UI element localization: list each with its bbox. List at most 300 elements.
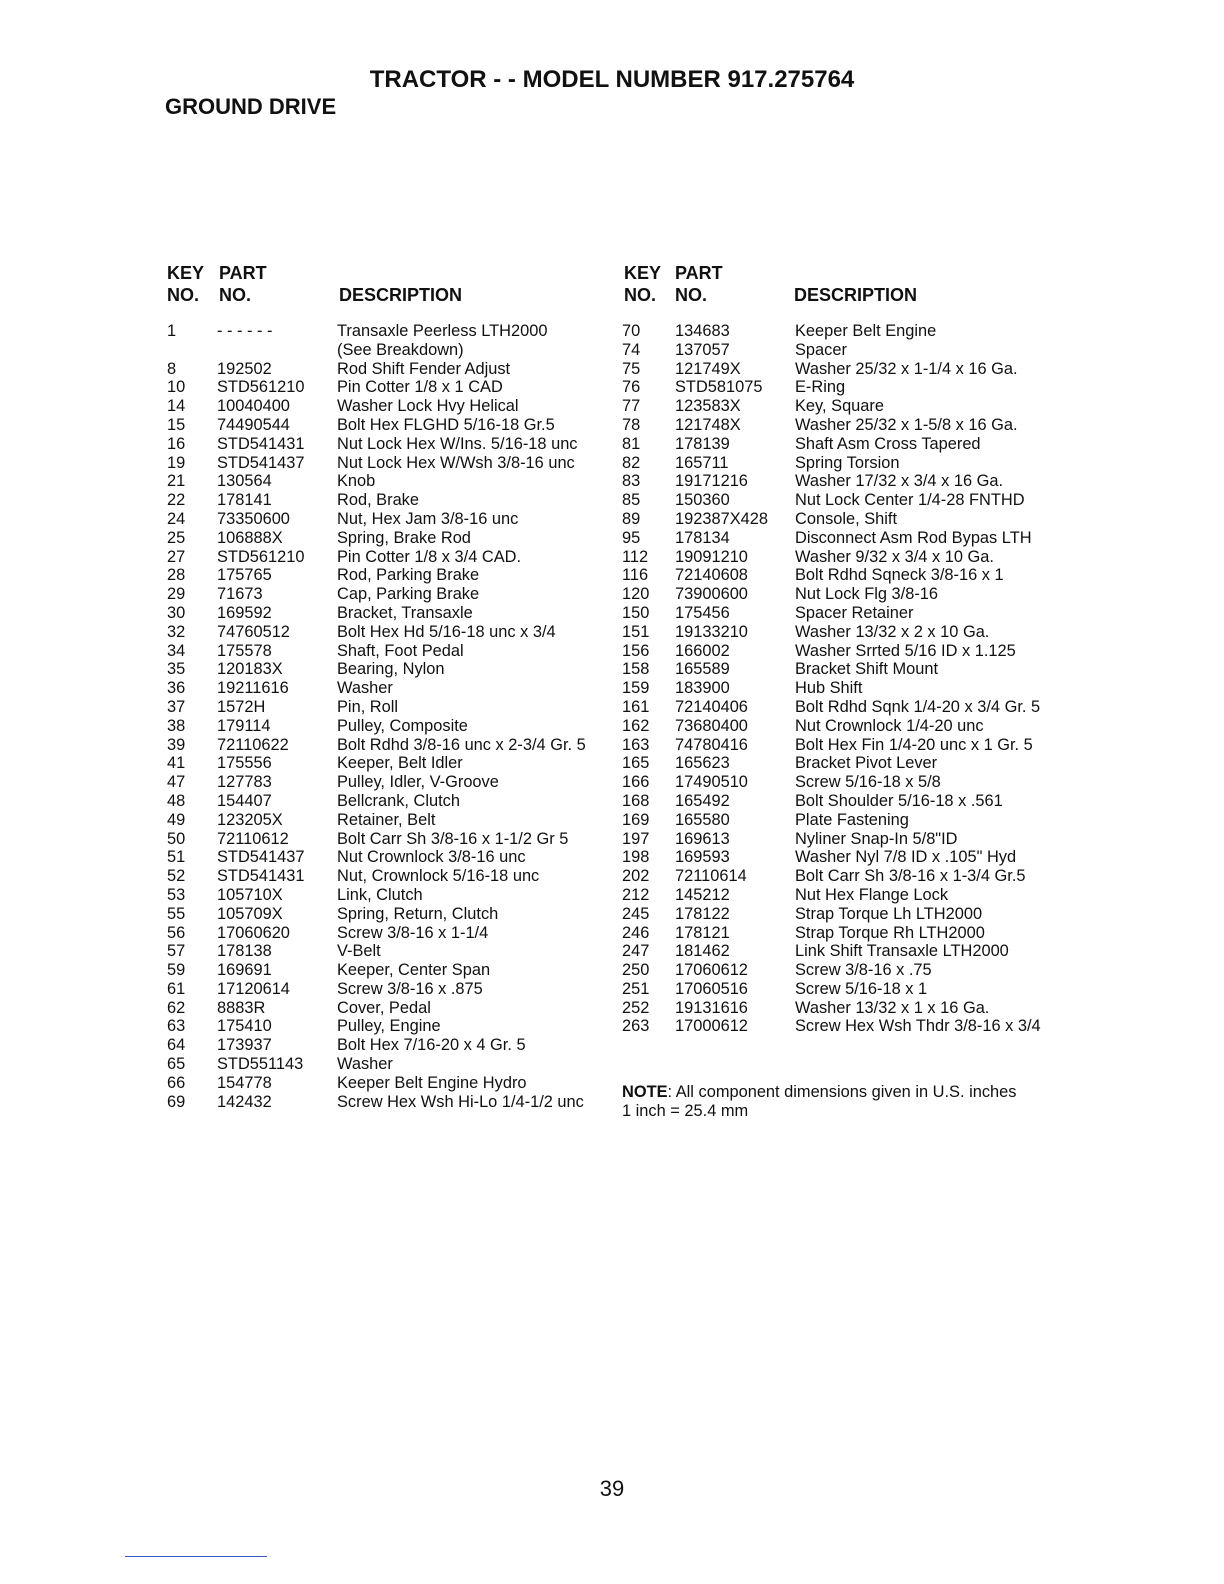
part-description bbox=[337, 961, 612, 980]
part-description bbox=[337, 1093, 612, 1112]
table-row bbox=[167, 905, 612, 924]
description-line: V-Belt bbox=[337, 942, 381, 961]
table-row bbox=[622, 942, 1072, 961]
part-number: 127783 bbox=[217, 773, 272, 792]
description-line: Screw Hex Wsh Hi-Lo 1/4-1/2 unc bbox=[337, 1092, 584, 1111]
description-line: Link, Clutch bbox=[337, 885, 423, 904]
part-description bbox=[337, 1017, 612, 1036]
table-row bbox=[622, 924, 1072, 943]
part-description bbox=[795, 848, 1072, 867]
part-description bbox=[337, 942, 612, 961]
part-description bbox=[795, 942, 1072, 961]
description-header: DESCRIPTION bbox=[794, 285, 918, 305]
part-number: 175556 bbox=[217, 754, 272, 773]
part-description bbox=[337, 773, 612, 792]
description-line: Screw 3/8-16 x 1-1/4 bbox=[337, 923, 489, 942]
description-line: Nut Crownlock 1/4-20 unc bbox=[795, 716, 984, 735]
part-description bbox=[337, 717, 612, 736]
description-line: Bellcrank, Clutch bbox=[337, 791, 460, 810]
key-number: 169 bbox=[622, 810, 650, 829]
key-number: 35 bbox=[167, 660, 186, 679]
table-row bbox=[167, 472, 612, 491]
part-description bbox=[795, 585, 1072, 604]
key-number: 112 bbox=[622, 547, 649, 566]
key-number: 78 bbox=[622, 415, 641, 434]
table-row bbox=[167, 623, 612, 642]
description-line: Shaft, Foot Pedal bbox=[337, 641, 464, 660]
description-line: Pulley, Composite bbox=[337, 716, 468, 735]
key-number: 27 bbox=[167, 547, 186, 566]
part-number: 166002 bbox=[675, 641, 730, 660]
part-description bbox=[337, 435, 612, 454]
table-row bbox=[622, 717, 1072, 736]
table-row bbox=[622, 510, 1072, 529]
part-number: 178121 bbox=[675, 923, 730, 942]
table-row bbox=[167, 1017, 612, 1036]
part-number: 169613 bbox=[675, 829, 730, 848]
description-line: Bolt Rdhd Sqnk 1/4-20 x 3/4 Gr. 5 bbox=[795, 697, 1041, 716]
description-line: Nut Hex Flange Lock bbox=[795, 885, 949, 904]
part-number: 73680400 bbox=[675, 716, 748, 735]
key-number: 57 bbox=[167, 942, 186, 961]
description-line: Screw 5/16-18 x 1 bbox=[795, 979, 928, 998]
table-row bbox=[622, 341, 1072, 360]
part-description bbox=[337, 491, 612, 510]
part-number: - - - - - - bbox=[217, 322, 273, 340]
part-description bbox=[795, 548, 1072, 567]
part-number: STD561210 bbox=[217, 547, 305, 566]
part-description bbox=[337, 1055, 612, 1074]
description-line: Spring, Brake Rod bbox=[337, 528, 471, 547]
part-number: 120183X bbox=[217, 660, 283, 679]
note-label: NOTE bbox=[622, 1083, 668, 1101]
part-number: 10040400 bbox=[217, 397, 290, 416]
part-description bbox=[337, 848, 612, 867]
part-description bbox=[337, 548, 612, 567]
description-line: Bolt Rdhd Sqneck 3/8-16 x 1 bbox=[795, 566, 1004, 585]
key-number: 151 bbox=[622, 622, 650, 641]
key-number: 41 bbox=[167, 754, 186, 773]
part-number: STD551143 bbox=[217, 1055, 304, 1074]
part-number: 17060516 bbox=[675, 979, 748, 998]
key-number: 47 bbox=[167, 773, 186, 792]
part-description bbox=[337, 623, 612, 642]
key-number: 36 bbox=[167, 679, 186, 698]
part-number: 71673 bbox=[217, 585, 263, 604]
part-description bbox=[795, 830, 1072, 849]
key-number: 70 bbox=[622, 322, 641, 340]
table-row bbox=[622, 566, 1072, 585]
table-row bbox=[622, 848, 1072, 867]
key-number: 212 bbox=[622, 885, 650, 904]
table-row bbox=[167, 679, 612, 698]
part-number: 74780416 bbox=[675, 735, 748, 754]
table-row bbox=[167, 848, 612, 867]
table-row bbox=[622, 378, 1072, 397]
description-line: Pulley, Engine bbox=[337, 1017, 441, 1036]
key-number: 25 bbox=[167, 528, 186, 547]
part-number: 72110622 bbox=[217, 735, 289, 754]
key-number: 89 bbox=[622, 509, 641, 528]
description-line: Strap Torque Lh LTH2000 bbox=[795, 904, 983, 923]
table-row bbox=[167, 1093, 612, 1112]
key-number: 64 bbox=[167, 1036, 186, 1055]
description-line: E-Ring bbox=[795, 378, 846, 397]
description-line: Washer 9/32 x 3/4 x 10 Ga. bbox=[795, 547, 994, 566]
table-row bbox=[167, 435, 612, 454]
key-number: 51 bbox=[167, 848, 186, 867]
part-number: 8883R bbox=[217, 998, 266, 1017]
description-line: Keeper, Belt Idler bbox=[337, 754, 463, 773]
key-number: 56 bbox=[167, 923, 186, 942]
table-row bbox=[167, 830, 612, 849]
part-number: 183900 bbox=[675, 679, 730, 698]
part-header: PART bbox=[219, 263, 267, 283]
table-row bbox=[622, 905, 1072, 924]
table-row bbox=[167, 510, 612, 529]
part-number: 178122 bbox=[675, 904, 730, 923]
table-row bbox=[167, 548, 612, 567]
description-line: Rod Shift Fender Adjust bbox=[337, 359, 511, 378]
part-description bbox=[337, 397, 612, 416]
part-description bbox=[337, 604, 612, 623]
description-line: Nut Crownlock 3/8-16 unc bbox=[337, 848, 526, 867]
table-row bbox=[167, 604, 612, 623]
description-line: Screw 3/8-16 x .875 bbox=[337, 979, 483, 998]
table-row bbox=[167, 378, 612, 397]
part-description bbox=[795, 679, 1072, 698]
table-row bbox=[167, 322, 612, 360]
key-number: 246 bbox=[622, 923, 650, 942]
table-row bbox=[167, 961, 612, 980]
table-row bbox=[622, 585, 1072, 604]
key-number: 168 bbox=[622, 791, 650, 810]
part-description bbox=[795, 811, 1072, 830]
part-number: 154407 bbox=[217, 791, 272, 810]
table-row bbox=[622, 754, 1072, 773]
part-number: 169593 bbox=[675, 848, 730, 867]
description-line: Rod, Parking Brake bbox=[337, 566, 480, 585]
table-row bbox=[622, 773, 1072, 792]
part-number: 19211616 bbox=[217, 679, 289, 698]
part-description bbox=[337, 698, 612, 717]
key-number: 30 bbox=[167, 603, 186, 622]
part-description bbox=[795, 604, 1072, 623]
part-number: 74490544 bbox=[217, 415, 290, 434]
table-row bbox=[622, 660, 1072, 679]
part-description bbox=[337, 378, 612, 397]
description-line: Bolt Rdhd 3/8-16 unc x 2-3/4 Gr. 5 bbox=[337, 735, 586, 754]
part-header-no: NO. bbox=[219, 285, 252, 305]
description-line: Cap, Parking Brake bbox=[337, 585, 480, 604]
note bbox=[622, 1083, 1016, 1121]
part-description bbox=[337, 416, 612, 435]
table-row bbox=[622, 623, 1072, 642]
key-number: 32 bbox=[167, 622, 186, 641]
key-number: 81 bbox=[622, 434, 641, 453]
description-line: Strap Torque Rh LTH2000 bbox=[795, 923, 985, 942]
table-row bbox=[622, 491, 1072, 510]
key-number: 83 bbox=[622, 472, 641, 491]
part-number: 123583X bbox=[675, 397, 741, 416]
table-row bbox=[167, 660, 612, 679]
part-description bbox=[337, 830, 612, 849]
part-number: 73900600 bbox=[675, 585, 748, 604]
part-description bbox=[795, 529, 1072, 548]
part-number: 179114 bbox=[217, 716, 271, 735]
description-line: Washer Srrted 5/16 ID x 1.125 bbox=[795, 641, 1016, 660]
part-description bbox=[795, 360, 1072, 379]
key-number: 37 bbox=[167, 697, 186, 716]
key-number: 162 bbox=[622, 716, 650, 735]
table-row bbox=[622, 1017, 1072, 1036]
key-number: 158 bbox=[622, 660, 650, 679]
part-description bbox=[795, 717, 1072, 736]
part-description bbox=[795, 341, 1072, 360]
description-line: Spring Torsion bbox=[795, 453, 900, 472]
part-number: 192387X428 bbox=[675, 509, 768, 528]
part-number: 178138 bbox=[217, 942, 272, 961]
description-line: Knob bbox=[337, 472, 376, 491]
key-header-no: NO. bbox=[167, 285, 200, 305]
table-row bbox=[167, 886, 612, 905]
part-description bbox=[795, 754, 1072, 773]
description-line: Washer Lock Hvy Helical bbox=[337, 397, 519, 416]
table-row bbox=[622, 642, 1072, 661]
table-row bbox=[167, 773, 612, 792]
key-number: 62 bbox=[167, 998, 186, 1017]
key-number: 19 bbox=[167, 453, 186, 472]
key-number: 82 bbox=[622, 453, 641, 472]
key-number: 61 bbox=[167, 979, 186, 998]
table-row bbox=[167, 529, 612, 548]
description-line: Washer bbox=[337, 1055, 393, 1074]
key-number: 250 bbox=[622, 961, 650, 980]
part-number: 175410 bbox=[217, 1017, 272, 1036]
key-number: 22 bbox=[167, 491, 186, 510]
part-number: 72110614 bbox=[675, 867, 747, 886]
table-row bbox=[167, 454, 612, 473]
table-row bbox=[167, 867, 612, 886]
description-line: Washer 13/32 x 2 x 10 Ga. bbox=[795, 622, 990, 641]
part-number: 19133210 bbox=[675, 622, 748, 641]
key-number: 15 bbox=[167, 415, 186, 434]
page-number: 39 bbox=[599, 1476, 625, 1501]
key-number: 24 bbox=[167, 509, 186, 528]
key-number: 76 bbox=[622, 378, 641, 397]
part-description bbox=[795, 510, 1072, 529]
description-line: Shaft Asm Cross Tapered bbox=[795, 434, 981, 453]
part-description bbox=[337, 510, 612, 529]
description-line: Bolt Hex Hd 5/16-18 unc x 3/4 bbox=[337, 622, 556, 641]
part-description bbox=[337, 924, 612, 943]
part-description bbox=[337, 867, 612, 886]
key-number: 34 bbox=[167, 641, 186, 660]
part-number: 105709X bbox=[217, 904, 283, 923]
part-description bbox=[795, 698, 1072, 717]
table-row bbox=[622, 679, 1072, 698]
table-row bbox=[167, 491, 612, 510]
part-number: 19171216 bbox=[675, 472, 748, 491]
note-conversion: 1 inch = 25.4 mm bbox=[622, 1102, 749, 1120]
key-number: 52 bbox=[167, 867, 186, 886]
part-number: 105710X bbox=[217, 885, 283, 904]
part-number: 130564 bbox=[217, 472, 272, 491]
part-header: PART bbox=[675, 263, 723, 283]
key-number: 69 bbox=[167, 1092, 186, 1111]
part-description bbox=[795, 1017, 1072, 1036]
description-line: Pin Cotter 1/8 x 1 CAD bbox=[337, 378, 503, 397]
part-number: STD561210 bbox=[217, 378, 305, 397]
description-line: Bracket Pivot Lever bbox=[795, 754, 938, 773]
description-line: Bracket Shift Mount bbox=[795, 660, 939, 679]
key-number: 55 bbox=[167, 904, 186, 923]
part-number: STD541437 bbox=[217, 453, 305, 472]
part-description bbox=[337, 679, 612, 698]
part-description bbox=[337, 811, 612, 830]
part-number: 178139 bbox=[675, 434, 730, 453]
description-line: Bolt Hex FLGHD 5/16-18 Gr.5 bbox=[337, 415, 555, 434]
table-row bbox=[622, 792, 1072, 811]
part-number: 175456 bbox=[675, 603, 730, 622]
key-number: 75 bbox=[622, 359, 641, 378]
key-number: 48 bbox=[167, 791, 186, 810]
table-row bbox=[622, 811, 1072, 830]
key-number: 198 bbox=[622, 848, 650, 867]
table-row bbox=[622, 867, 1072, 886]
key-header: KEY bbox=[624, 263, 662, 283]
part-number: 145212 bbox=[675, 885, 730, 904]
part-description bbox=[795, 924, 1072, 943]
table-row bbox=[167, 397, 612, 416]
key-number: 252 bbox=[622, 998, 650, 1017]
key-number: 53 bbox=[167, 885, 186, 904]
key-number: 150 bbox=[622, 603, 650, 622]
part-number: 137057 bbox=[675, 340, 730, 359]
part-description bbox=[337, 322, 612, 360]
part-number: 165711 bbox=[675, 453, 729, 472]
parts-list-right bbox=[622, 322, 1072, 1036]
key-number: 202 bbox=[622, 867, 650, 886]
table-row bbox=[622, 322, 1072, 341]
part-description bbox=[795, 905, 1072, 924]
table-row bbox=[167, 698, 612, 717]
table-row bbox=[622, 604, 1072, 623]
part-number: 175578 bbox=[217, 641, 272, 660]
table-row bbox=[622, 999, 1072, 1018]
key-number: 49 bbox=[167, 810, 186, 829]
part-description bbox=[337, 999, 612, 1018]
table-row bbox=[167, 642, 612, 661]
part-description bbox=[337, 754, 612, 773]
part-number: 178134 bbox=[675, 528, 730, 547]
description-line: Nut Lock Center 1/4-28 FNTHD bbox=[795, 491, 1025, 510]
part-number: 73350600 bbox=[217, 509, 290, 528]
description-line: Spacer bbox=[795, 340, 847, 359]
description-line: Nut Lock Hex W/Wsh 3/8-16 unc bbox=[337, 453, 575, 472]
description-header: DESCRIPTION bbox=[339, 285, 463, 305]
part-number: STD581075 bbox=[675, 378, 763, 397]
description-line: Bearing, Nylon bbox=[337, 660, 445, 679]
key-number: 39 bbox=[167, 735, 186, 754]
table-row bbox=[622, 435, 1072, 454]
column-header bbox=[622, 262, 1072, 310]
key-number: 163 bbox=[622, 735, 650, 754]
key-number: 85 bbox=[622, 491, 641, 510]
table-row bbox=[622, 416, 1072, 435]
part-number: STD541431 bbox=[217, 434, 305, 453]
part-description bbox=[337, 980, 612, 999]
key-number: 8 bbox=[167, 359, 177, 378]
part-description bbox=[337, 1036, 612, 1055]
description-line: Bolt Carr Sh 3/8-16 x 1-3/4 Gr.5 bbox=[795, 867, 1026, 886]
table-row bbox=[167, 1074, 612, 1093]
footer-rule bbox=[125, 1556, 267, 1557]
part-description bbox=[795, 961, 1072, 980]
key-number: 95 bbox=[622, 528, 641, 547]
key-number: 74 bbox=[622, 340, 641, 359]
part-number: 169691 bbox=[217, 961, 272, 980]
description-line: Nut, Crownlock 5/16-18 unc bbox=[337, 867, 540, 886]
page-title: TRACTOR - - MODEL NUMBER 917.275764 bbox=[369, 66, 855, 93]
key-number: 28 bbox=[167, 566, 186, 585]
part-description bbox=[795, 454, 1072, 473]
part-description bbox=[795, 566, 1072, 585]
table-row bbox=[622, 698, 1072, 717]
description-line: Keeper Belt Engine bbox=[795, 322, 937, 340]
part-number: 165623 bbox=[675, 754, 730, 773]
description-line: Bolt Carr Sh 3/8-16 x 1-1/2 Gr 5 bbox=[337, 829, 569, 848]
part-number: 165492 bbox=[675, 791, 730, 810]
part-description bbox=[795, 397, 1072, 416]
table-row bbox=[622, 454, 1072, 473]
description-line: Washer bbox=[337, 679, 393, 698]
key-number: 29 bbox=[167, 585, 186, 604]
description-line: Washer 13/32 x 1 x 16 Ga. bbox=[795, 998, 990, 1017]
key-number: 161 bbox=[622, 697, 650, 716]
part-number: 106888X bbox=[217, 528, 283, 547]
part-number: 17060612 bbox=[675, 961, 748, 980]
table-row bbox=[622, 830, 1072, 849]
part-description bbox=[795, 623, 1072, 642]
key-number: 245 bbox=[622, 904, 650, 923]
table-row bbox=[167, 754, 612, 773]
parts-list-left bbox=[167, 322, 612, 1111]
description-line: Plate Fastening bbox=[795, 810, 909, 829]
part-description bbox=[795, 322, 1072, 341]
key-number: 1 bbox=[167, 322, 177, 340]
description-line: Retainer, Belt bbox=[337, 810, 436, 829]
part-description bbox=[337, 472, 612, 491]
description-line: Bracket, Transaxle bbox=[337, 603, 473, 622]
note-text: : All component dimensions given in U.S. inches bbox=[667, 1083, 1017, 1101]
part-number: 154778 bbox=[217, 1073, 272, 1092]
section-title: GROUND DRIVE bbox=[165, 94, 337, 119]
part-description bbox=[795, 378, 1072, 397]
description-line: Washer 25/32 x 1-1/4 x 16 Ga. bbox=[795, 359, 1018, 378]
description-line: Transaxle Peerless LTH2000 bbox=[337, 322, 548, 340]
key-number: 14 bbox=[167, 397, 186, 416]
key-number: 165 bbox=[622, 754, 650, 773]
key-number: 16 bbox=[167, 434, 186, 453]
description-line: Bolt Hex 7/16-20 x 4 Gr. 5 bbox=[337, 1036, 526, 1055]
key-number: 159 bbox=[622, 679, 650, 698]
part-description bbox=[337, 642, 612, 661]
description-line: Disconnect Asm Rod Bypas LTH bbox=[795, 528, 1032, 547]
part-description bbox=[795, 736, 1072, 755]
description-line: Pin, Roll bbox=[337, 697, 399, 716]
part-description bbox=[337, 660, 612, 679]
